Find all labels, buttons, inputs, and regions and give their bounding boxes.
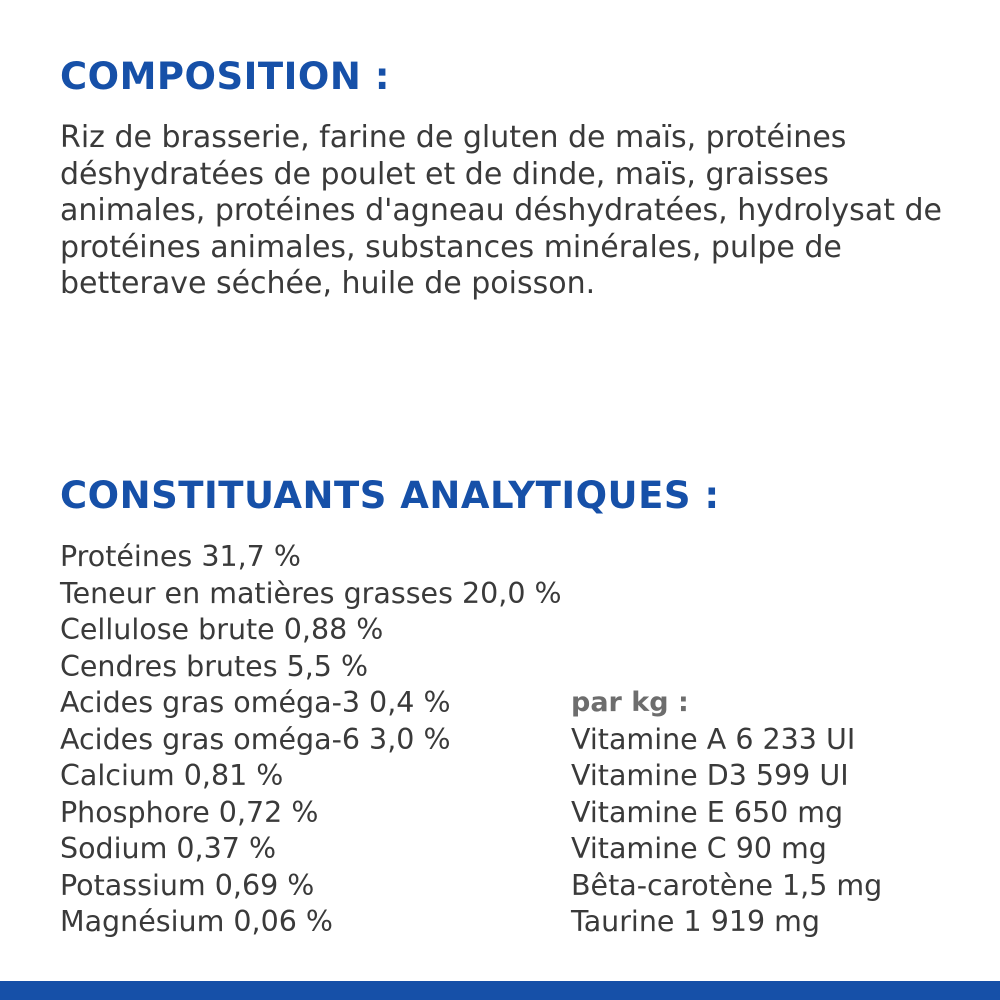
composition-text: Riz de brasserie, farine de gluten de maïs, protéines déshydratées de poulet et de dinde, maïs, graisses animales, protéines d'agneau déshydratées, hydrolysat de protéines animales, substances minérales, pulpe de betterave séchée, huile de poisson. <box>60 120 942 301</box>
vitamin-item: Vitamine C 90 mg <box>571 832 827 865</box>
constituent-item: Calcium 0,81 % <box>60 759 284 792</box>
constituent-item: Cendres brutes 5,5 % <box>60 649 369 683</box>
constituent-item: Phosphore 0,72 % <box>60 795 319 829</box>
constituent-item: Potassium 0,69 % <box>60 868 315 902</box>
constituent-item: Acides gras oméga-3 0,4 % <box>60 686 451 719</box>
vitamin-item: Vitamine A 6 233 UI <box>571 722 856 756</box>
vitamins-list <box>571 722 882 941</box>
constituent-item: Protéines 31,7 % <box>60 540 301 573</box>
constituent-item: Magnésium 0,06 % <box>60 905 333 938</box>
constituent-item: Teneur en matières grasses 20,0 % <box>60 576 562 610</box>
vitamin-item: Vitamine E 650 mg <box>571 795 844 829</box>
vitamin-item: Bêta-carotène 1,5 mg <box>571 868 883 902</box>
per-kg-title: par kg : <box>571 687 689 718</box>
vitamin-item: Taurine 1 919 mg <box>571 905 821 938</box>
per-kg-block <box>571 685 882 941</box>
constituent-item: Acides gras oméga-6 3,0 % <box>60 722 451 756</box>
vitamin-item: Vitamine D3 599 UI <box>571 759 849 792</box>
footer-bar <box>0 981 1000 1000</box>
constituent-item: Cellulose brute 0,88 % <box>60 613 384 646</box>
composition-heading: COMPOSITION : <box>60 55 391 98</box>
analytics-heading: CONSTITUANTS ANALYTIQUES : <box>60 474 720 517</box>
constituent-item: Sodium 0,37 % <box>60 832 277 865</box>
analytical-constituents-list <box>60 539 562 941</box>
